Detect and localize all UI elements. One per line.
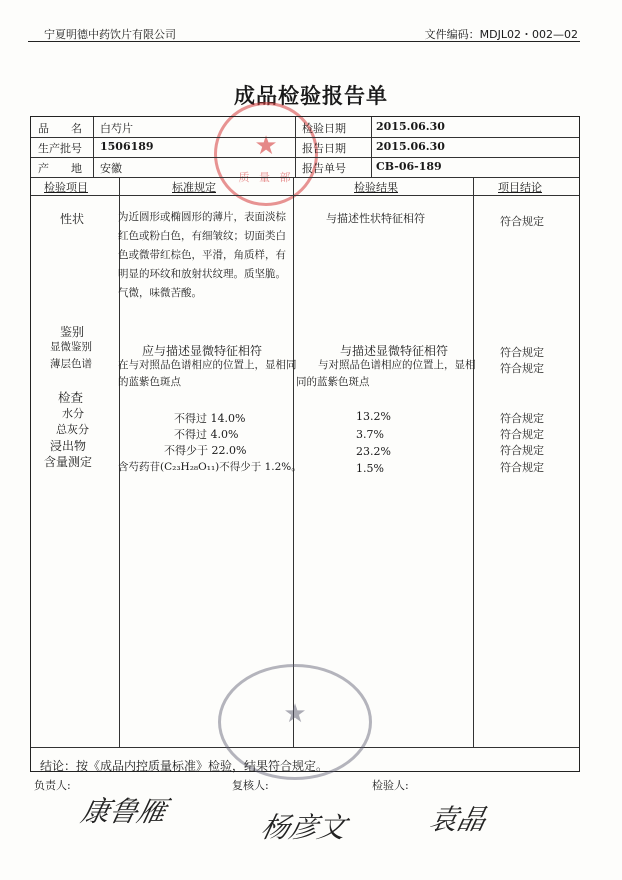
responsible-signature: 康鲁雁 <box>78 795 170 828</box>
col-divider <box>371 117 372 177</box>
col-divider <box>295 117 296 177</box>
check-std-moisture: 不得过 14.0% <box>174 412 246 425</box>
traits-standard: 为近圆形或椭圆形的薄片，表面淡棕红色或粉白色，有细皱纹；切面类白色或微带红棕色，平滑，角质样，有明显的环纹和放射状纹理。质坚脆。气微，味微苦酸。 <box>118 211 286 299</box>
identification-sub1: 显微鉴别 <box>50 341 92 353</box>
responsible-label: 负责人: <box>34 779 71 792</box>
conclusion-text: 结论：按《成品内控质量标准》检验，结果符合规定。 <box>40 759 329 773</box>
col-header-standard: 标准规定 <box>172 181 216 194</box>
traits-result: 与描述性状特征相符 <box>326 212 425 225</box>
company-name: 宁夏明德中药饮片有限公司 <box>44 28 176 41</box>
origin-value: 安徽 <box>100 162 122 175</box>
identification-conc1: 符合规定 <box>500 346 544 359</box>
row-divider <box>31 195 579 196</box>
check-item-content: 含量测定 <box>44 455 93 469</box>
check-conc-moisture: 符合规定 <box>500 412 544 425</box>
check-res-content: 1.5% <box>356 462 384 475</box>
report-date-value: 2015.06.30 <box>376 140 445 153</box>
identification-label: 鉴别 <box>60 325 85 339</box>
identification-std1: 应与描述显微特征相符 <box>142 344 263 358</box>
check-res-ash: 3.7% <box>356 428 384 441</box>
col-header-conclusion: 项目结论 <box>498 181 542 194</box>
report-no-label: 报告单号 <box>302 162 346 175</box>
identification-res1: 与描述显微特征相符 <box>340 344 449 358</box>
checks-label: 检查 <box>58 390 84 405</box>
batch-label: 生产批号 <box>38 142 82 155</box>
inspector-signature: 袁晶 <box>426 803 490 836</box>
check-item-ash: 总灰分 <box>56 423 89 436</box>
check-conc-content: 符合规定 <box>500 461 544 474</box>
document-code: 文件编码：MDJL02・002—02 <box>424 28 578 41</box>
inspect-date-label: 检验日期 <box>302 122 346 135</box>
col-divider <box>473 177 474 747</box>
traits-conclusion: 符合规定 <box>500 215 544 228</box>
check-item-extract: 浸出物 <box>50 439 87 453</box>
row-divider <box>31 137 579 138</box>
reviewer-signature: 杨彦文 <box>258 811 350 844</box>
reviewer-label: 复核人: <box>232 779 269 792</box>
check-conc-ash: 符合规定 <box>500 428 544 441</box>
row-divider <box>31 157 579 158</box>
col-divider <box>93 117 94 177</box>
report-title: 成品检验报告单 <box>234 84 388 108</box>
star-icon: ★ <box>254 131 278 161</box>
inspector-label: 检验人: <box>372 779 409 792</box>
check-conc-extract: 符合规定 <box>500 444 544 457</box>
header-divider <box>28 41 580 42</box>
report-no-value: CB-06-189 <box>376 160 442 173</box>
check-std-ash: 不得过 4.0% <box>174 428 239 441</box>
name-value: 白芍片 <box>100 122 133 135</box>
name-label: 品 名 <box>38 122 82 135</box>
traits-label: 性状 <box>60 212 85 226</box>
check-res-extract: 23.2% <box>356 445 391 458</box>
col-header-item: 检验项目 <box>44 181 88 194</box>
identification-std2: 在与对照品色谱相应的位置上，显相同的蓝紫色斑点 <box>118 359 297 388</box>
row-divider <box>31 177 579 178</box>
stamp-dept-text: 质 量 部 <box>238 171 294 184</box>
col-header-result: 检验结果 <box>354 181 398 194</box>
identification-sub2: 薄层色谱 <box>50 358 92 370</box>
check-res-moisture: 13.2% <box>356 410 391 423</box>
check-std-content: 含芍药苷(C₂₃H₂₈O₁₁)不得少于 1.2%。 <box>118 461 302 473</box>
check-std-extract: 不得少于 22.0% <box>164 444 247 457</box>
report-date-label: 报告日期 <box>302 142 346 155</box>
batch-value: 1506189 <box>100 140 154 153</box>
identification-conc2: 符合规定 <box>500 362 544 375</box>
inspect-date-value: 2015.06.30 <box>376 120 445 133</box>
star-icon: ★ <box>283 699 307 729</box>
origin-label: 产 地 <box>38 162 82 175</box>
identification-res2: 与对照品色谱相应的位置上，显相同的蓝紫色斑点 <box>296 359 476 388</box>
check-item-moisture: 水分 <box>62 407 84 420</box>
